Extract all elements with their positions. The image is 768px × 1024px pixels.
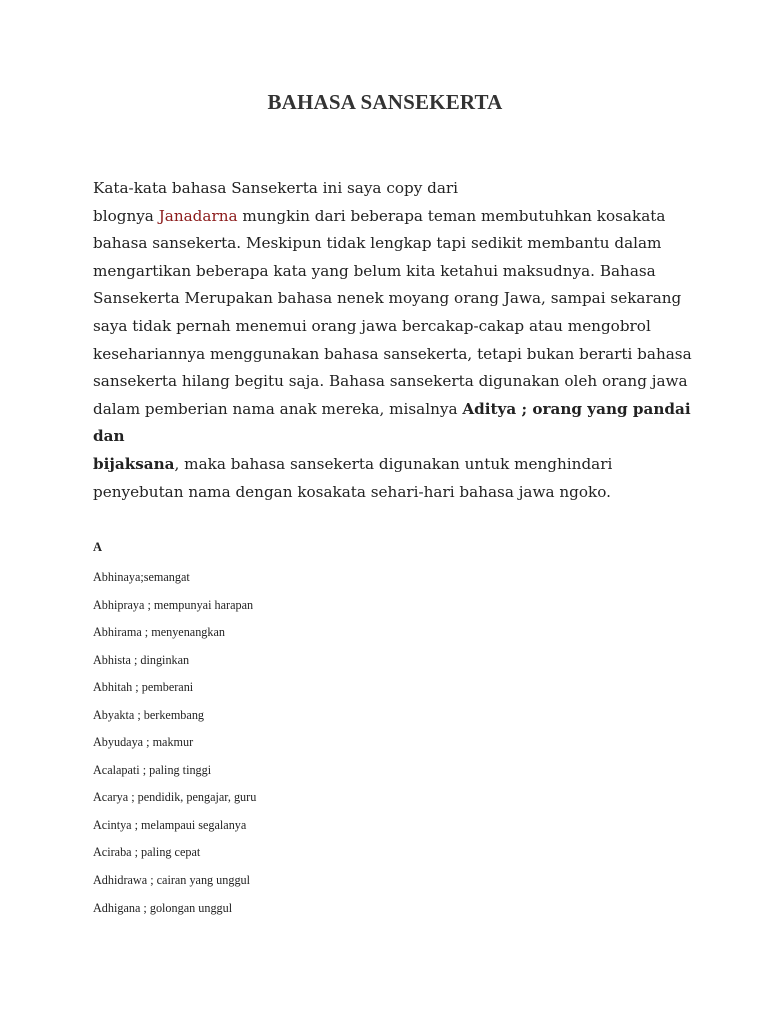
janadarna-link[interactable]: Janadarna xyxy=(158,206,238,225)
intro-text-1: Kata-kata bahasa Sansekerta ini saya copy dari xyxy=(93,179,458,197)
intro-text-4: , maka bahasa sansekerta digunakan untuk menghindari penyebutan nama dengan kosakata sehari-hari bahasa jawa ngoko. xyxy=(93,454,613,501)
document-title: BAHASA SANSEKERTA xyxy=(267,90,503,114)
vocabulary-entry: Abhinaya;semangat xyxy=(93,570,190,584)
vocabulary-entry: Acalapati ; paling tinggi xyxy=(93,762,212,777)
example-name-bold: Aditya ; orang yang pandai dan xyxy=(93,399,691,446)
intro-paragraph xyxy=(93,175,693,506)
vocabulary-entry: Adhidrawa ; cairan yang unggul xyxy=(93,873,251,888)
example-name-bold-2: bijaksana xyxy=(93,454,175,473)
vocabulary-entry: Abyudaya ; makmur xyxy=(93,735,194,750)
vocabulary-entry: Acintya ; melampaui segalanya xyxy=(93,817,247,832)
vocabulary-entry: Adhigana ; golongan unggul xyxy=(93,900,233,915)
intro-text-2: blognya xyxy=(93,206,159,225)
vocabulary-entry: Acarya ; pendidik, pengajar, guru xyxy=(93,790,257,805)
vocabulary-entry: Abhipraya ; mempunyai harapan xyxy=(93,597,254,612)
vocabulary-entry: Abhitah ; pemberani xyxy=(93,680,194,695)
vocabulary-entry: Abyakta ; berkembang xyxy=(93,707,205,722)
vocabulary-list xyxy=(93,566,593,924)
vocabulary-entry: Abhista ; dinginkan xyxy=(93,652,190,667)
vocabulary-entry: Abhirama ; menyenangkan xyxy=(93,625,225,640)
section-letter-heading: A xyxy=(93,540,103,554)
intro-text-3: mungkin dari beberapa teman membutuhkan kosakata bahasa sansekerta. Meskipun tidak lengkap tapi sedikit membantu dalam mengartikan beberapa kata yang belum kita ketahui maksudnya. Bahasa Sansekerta Merupakan bahasa nenek moyang orang Jawa, sampai sekarang saya tidak pernah menemui orang jawa bercakap-cakap atau mengobrol kesehariannya menggunakan bahasa sansekerta, tetapi bukan berarti bahasa sansekerta hilang begitu saja. Bahasa sansekerta digunakan oleh orang jawa dalam pemberian nama anak mereka, misalnya xyxy=(93,206,692,418)
vocabulary-entry: Aciraba ; paling cepat xyxy=(93,845,201,860)
